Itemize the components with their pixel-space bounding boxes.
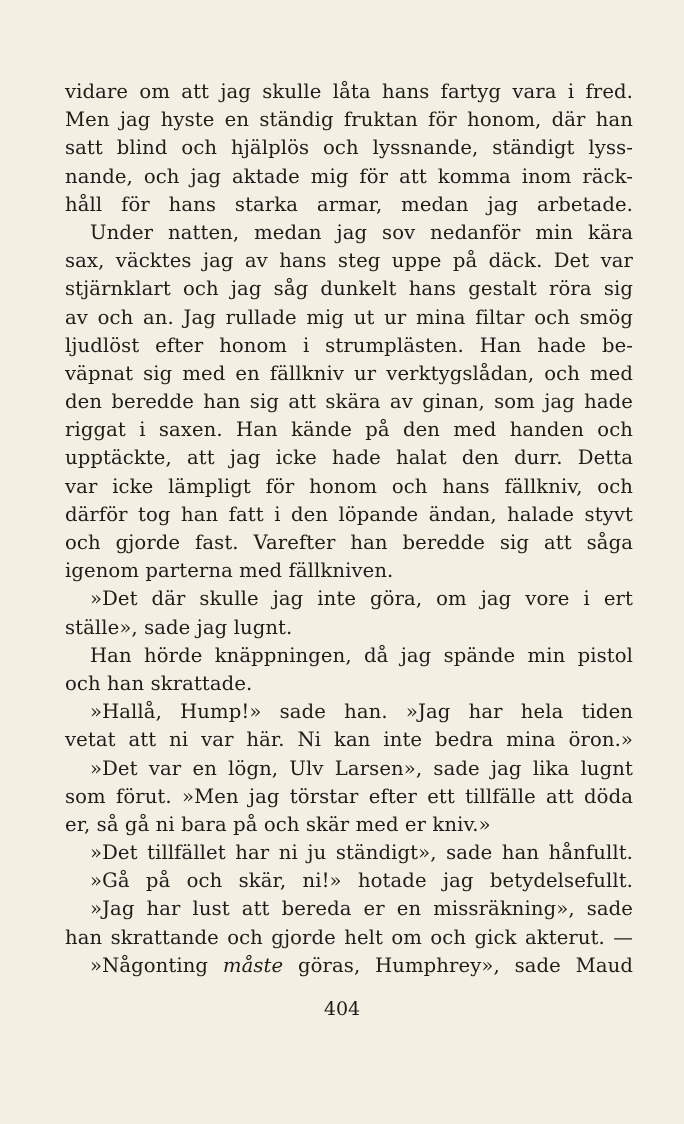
text-line: nande, och jag aktade mig för att komma inom räck- — [65, 164, 633, 188]
text-line: och gjorde fast. Varefter han beredde sig att såga — [65, 531, 633, 554]
text-line: igenom parterna med fällkniven. — [65, 559, 394, 583]
text-line: »Det tillfället har ni ju ständigt», sade han hånfullt. — [90, 841, 633, 865]
text-line: »Gå på och skär, ni!» hotade jag betydelsefullt. — [90, 869, 633, 893]
text-line: Under natten, medan jag sov nedanför min kära — [90, 220, 633, 244]
text-line: som förut. »Men jag törstar efter ett tillfälle att döda — [65, 784, 633, 808]
text-line: ställe», sade jag lugnt. — [65, 615, 293, 639]
text-line: riggat i saxen. Han kände på den med handen och — [65, 418, 633, 442]
line-text-start: »Någonting — [90, 953, 223, 977]
text-line: stjärnklart och jag såg dunkelt hans gestalt röra sig — [65, 277, 633, 301]
text-line: väpnat sig med en fällkniv ur verktygslådan, och med — [65, 361, 633, 385]
text-line: och han skrattade. — [65, 671, 253, 695]
text-line: »Det var en lögn, Ulv Larsen», sade jag lika lugnt — [90, 756, 633, 780]
text-line: »Hallå, Hump!» sade han. »Jag har hela tiden — [90, 700, 633, 724]
text-line: Han hörde knäppningen, då jag spände min pistol — [90, 643, 633, 667]
text-line: Men jag hyste en ständig fruktan för honom, där han — [65, 108, 633, 132]
text-line: var icke lämpligt för honom och hans fällkniv, och — [65, 474, 633, 498]
text-line: av och an. Jag rullade mig ut ur mina filtar och smög — [65, 305, 633, 329]
body-text — [65, 78, 633, 980]
text-line: han skrattande och gjorde helt om och gick akterut. — — [65, 925, 633, 949]
text-line: håll för hans starka armar, medan jag arbetade. — [65, 192, 633, 216]
text-line — [65, 952, 633, 980]
text-line: vidare om att jag skulle låta hans fartyg vara i fred. — [65, 80, 633, 103]
page-number: 404 — [323, 998, 361, 1020]
text-line: den beredde han sig att skära av ginan, som jag hade — [65, 390, 633, 414]
text-line: därför tog han fatt i den löpande ändan, halade styvt — [65, 502, 633, 526]
emphasized-word: måste — [222, 953, 284, 977]
text-line: er, så gå ni bara på och skär med er kniv.» — [65, 812, 491, 836]
text-line: »Det där skulle jag inte göra, om jag vore i ert — [90, 587, 633, 611]
text-line: upptäckte, att jag icke hade halat den durr. Detta — [65, 446, 633, 470]
line-text-end: göras, Humphrey», sade Maud — [283, 953, 633, 977]
text-line: »Jag har lust att bereda er en missräkning», sade — [90, 897, 633, 921]
text-line: sax, väcktes jag av hans steg uppe på däck. Det var — [65, 249, 633, 273]
text-line: ljudlöst efter honom i strumplästen. Han hade be- — [65, 333, 633, 357]
text-line: satt blind och hjälplös och lyssnande, ständigt lyss- — [65, 136, 633, 160]
text-line: vetat att ni var här. Ni kan inte bedra mina öron.» — [65, 728, 633, 752]
